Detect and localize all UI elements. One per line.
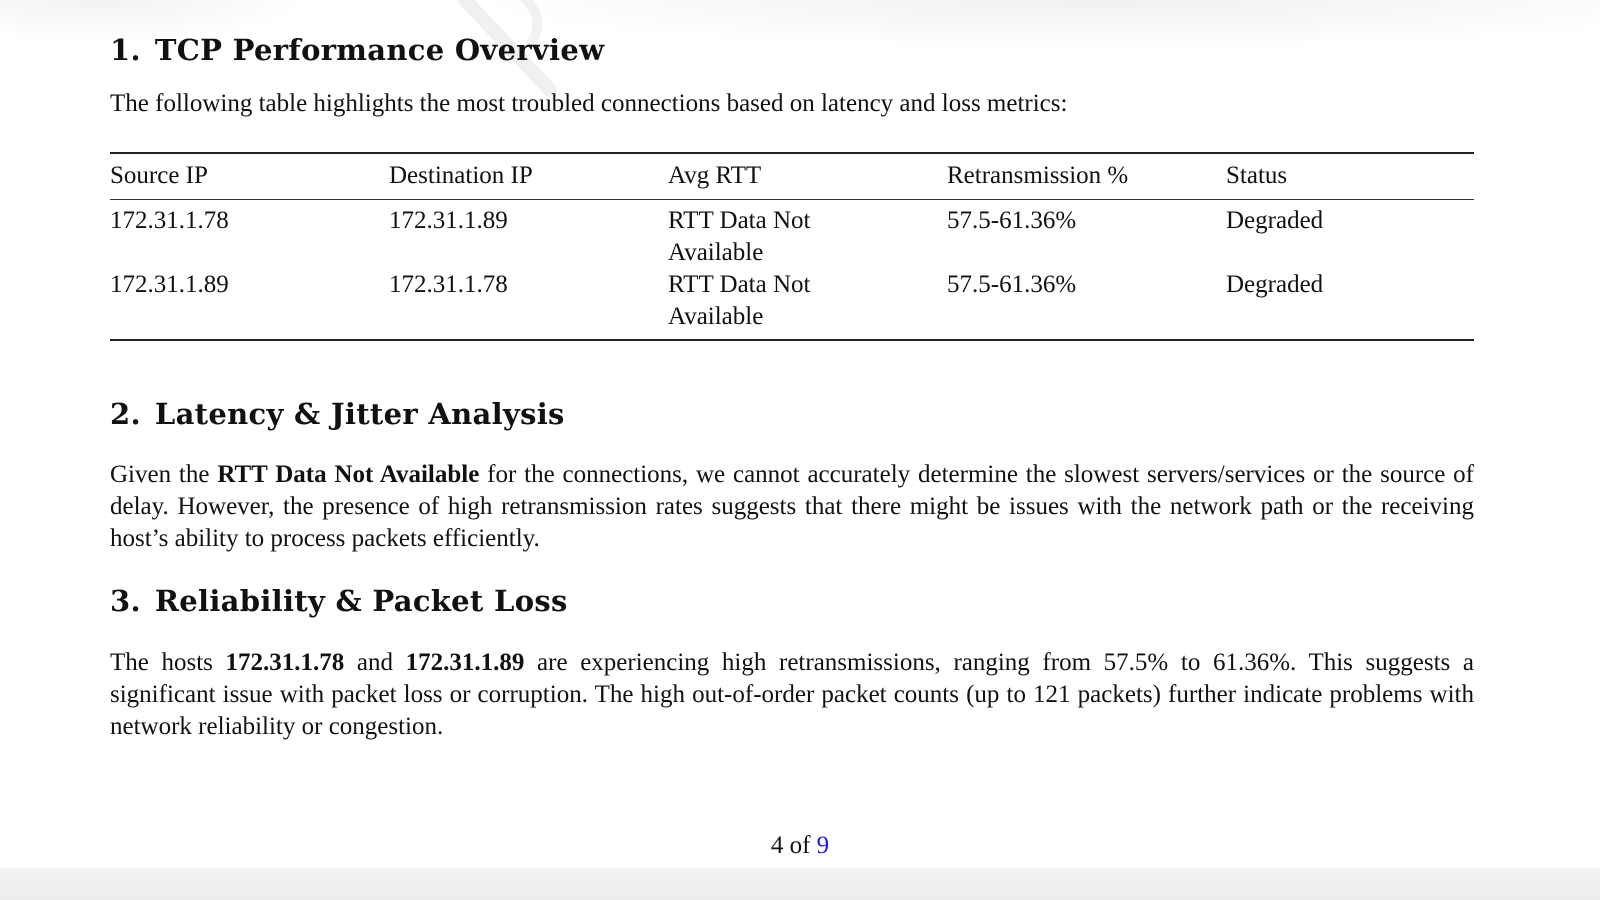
header-status: Status (1226, 162, 1288, 189)
cell-retransmission: 57.5-61.36% (947, 271, 1077, 298)
section-title: Reliability & Packet Loss (154, 584, 568, 618)
cell-status: Degraded (1226, 271, 1324, 298)
table-header-row (110, 153, 1474, 200)
cell-source-ip: 172.31.1.78 (110, 207, 229, 234)
section-title: Latency & Jitter Analysis (154, 397, 565, 431)
latency-paragraph (110, 459, 1474, 555)
section-number: 1. (110, 33, 141, 67)
bold-host-ip: 172.31.1.89 (405, 649, 525, 676)
reliability-paragraph (110, 647, 1474, 743)
section-title: TCP Performance Overview (154, 33, 605, 67)
cell-destination-ip: 172.31.1.89 (389, 207, 508, 234)
section-number: 2. (110, 397, 141, 431)
text-run: for the connections, we cannot accurately determine the slowest servers/services or the source of delay. However, the presence of high retransmission rates suggests that there might be issues with the network path or the receiving host’s ability to process packets efficiently. (110, 461, 1474, 552)
current-page-number: 4 (770, 832, 784, 859)
table-row (110, 200, 1474, 270)
cell-avg-rtt (668, 269, 947, 340)
cell-source-ip: 172.31.1.89 (110, 271, 229, 298)
page-separator: of (789, 832, 811, 859)
bold-rtt-note: RTT Data Not Available (217, 461, 480, 488)
section-heading-reliability (110, 584, 568, 618)
section-intro: The following table highlights the most troubled connections based on latency and loss metrics: (110, 90, 1068, 117)
text-run: are experiencing high retransmissions, ranging from 57.5% to 61.36%. This suggests a significant issue with packet loss or corruption. The high out-of-order packet counts (up to 121 packets) further indicate problems with network reliability or congestion. (110, 649, 1474, 740)
cell-avg-rtt-text: RTT Data Not Available (668, 271, 811, 330)
total-pages-link[interactable]: 9 (816, 832, 830, 859)
text-run: and (344, 649, 406, 676)
cell-avg-rtt (668, 200, 947, 270)
text-run: The hosts (110, 649, 226, 676)
section-heading-tcp-performance (110, 33, 604, 67)
viewer-bottom-bar (0, 868, 1600, 900)
section-number: 3. (110, 584, 141, 618)
text-run: Given the (110, 461, 218, 488)
cell-status: Degraded (1226, 207, 1324, 234)
header-retransmission: Retransmission % (947, 162, 1129, 189)
section-heading-latency-jitter (110, 397, 565, 431)
header-source-ip: Source IP (110, 162, 208, 189)
header-destination-ip: Destination IP (389, 162, 533, 189)
bold-host-ip: 172.31.1.78 (225, 649, 345, 676)
connections-table (110, 152, 1474, 341)
cell-retransmission: 57.5-61.36% (947, 207, 1077, 234)
cell-destination-ip: 172.31.1.78 (389, 271, 508, 298)
table-row (110, 269, 1474, 340)
header-avg-rtt: Avg RTT (668, 162, 762, 189)
page-counter (0, 832, 1600, 860)
cell-avg-rtt-text: RTT Data Not Available (668, 207, 811, 266)
